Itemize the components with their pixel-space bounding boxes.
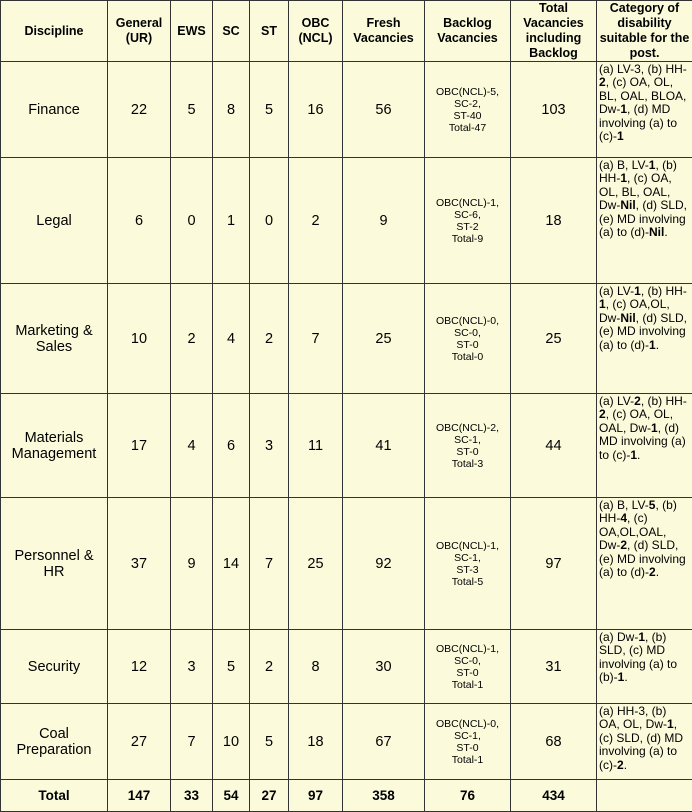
backlog-cell [425,630,511,704]
st-cell: 7 [250,498,289,630]
total-fresh: 358 [343,780,425,812]
category-text: 1 [634,284,641,298]
header-category: Category of disability suitable for the post. [597,1,692,62]
category-text: , (b) HH- [599,498,677,525]
category-text: 5 [649,498,656,512]
category-text: 1 [651,421,658,435]
backlog-line: SC-1, [427,730,508,742]
category-text: 2 [634,394,641,408]
category-text: , (d) SLD, (e) MD involving (a) to (d)- [599,311,687,352]
backlog-line: OBC(NCL)-1, [427,643,508,655]
table-row [1,158,692,284]
disability-category-cell [597,158,692,284]
header-obc: OBC (NCL) [289,1,343,62]
category-text: , (d) MD involving (a) to (c)- [599,102,677,143]
total-backlog: 76 [425,780,511,812]
total-vacancies-cell: 44 [511,394,597,498]
table-row [1,630,692,704]
category-text: 1 [618,670,625,684]
category-text: , (d) SLD, (e) MD involving (a) to (d)- [599,538,686,579]
backlog-line: OBC(NCL)-1, [427,540,508,552]
fresh-cell: 92 [343,498,425,630]
obc-cell: 8 [289,630,343,704]
header-st: ST [250,1,289,62]
general-cell: 6 [108,158,171,284]
category-text: , (d) MD involving (a) to (c)- [599,421,686,462]
category-text: . [624,670,627,684]
fresh-cell: 9 [343,158,425,284]
category-text: , (b) HH- [599,158,677,185]
category-text: . [637,448,640,462]
backlog-line: SC-1, [427,552,508,564]
backlog-line: ST-0 [427,667,508,679]
backlog-line: SC-2, [427,98,508,110]
ews-cell: 7 [171,704,213,780]
ews-cell: 3 [171,630,213,704]
table-row [1,498,692,630]
backlog-cell [425,158,511,284]
category-text: , (b) SLD, (c) MD involving (a) to (b)- [599,630,677,684]
backlog-line: Total-47 [427,122,508,134]
category-text: Nil [649,225,664,239]
header-row [1,1,692,62]
backlog-line: Total-3 [427,458,508,470]
backlog-line: SC-1, [427,434,508,446]
obc-cell: 25 [289,498,343,630]
backlog-line: SC-0, [427,655,508,667]
backlog-line: Total-1 [427,679,508,691]
backlog-line: ST-0 [427,446,508,458]
category-text: 2 [620,538,627,552]
disability-category-cell [597,394,692,498]
sc-cell: 10 [213,704,250,780]
category-text: , (d) SLD, (e) MD involving (a) to (d)- [599,198,687,239]
table-row [1,62,692,158]
header-ews: EWS [171,1,213,62]
general-cell: 12 [108,630,171,704]
sc-cell: 5 [213,630,250,704]
fresh-cell: 30 [343,630,425,704]
obc-cell: 7 [289,284,343,394]
discipline-cell: Materials Management [1,394,108,498]
total-category [597,780,692,812]
sc-cell: 14 [213,498,250,630]
category-text: (a) LV- [599,394,634,408]
total-vacancies-cell: 18 [511,158,597,284]
backlog-cell [425,62,511,158]
fresh-cell: 56 [343,62,425,158]
disability-category-cell [597,62,692,158]
backlog-line: OBC(NCL)-1, [427,197,508,209]
total-vacancies-cell: 31 [511,630,597,704]
obc-cell: 16 [289,62,343,158]
total-vacancies-cell: 25 [511,284,597,394]
total-vacancies-cell: 68 [511,704,597,780]
ews-cell: 4 [171,394,213,498]
category-text: , (b) HH- [641,394,687,408]
total-obc: 97 [289,780,343,812]
category-text: , (c) OA, OL, OAL, Dw- [599,407,673,434]
category-text: . [624,758,627,772]
category-text: , (c) SLD, (d) MD involving (a) to (c)- [599,717,683,771]
general-cell: 22 [108,62,171,158]
total-st: 27 [250,780,289,812]
category-text: . [656,338,659,352]
backlog-line: OBC(NCL)-0, [427,315,508,327]
disability-category-cell [597,498,692,630]
category-text: , (b) HH- [641,284,687,298]
ews-cell: 5 [171,62,213,158]
total-row [1,780,692,812]
general-cell: 37 [108,498,171,630]
fresh-cell: 67 [343,704,425,780]
st-cell: 5 [250,62,289,158]
category-text: Nil [620,198,635,212]
category-text: 1 [620,102,627,116]
category-text: 2 [599,407,606,421]
backlog-line: Total-1 [427,754,508,766]
header-total: Total Vacancies including Backlog [511,1,597,62]
category-text: 1 [599,297,606,311]
backlog-line: SC-0, [427,327,508,339]
general-cell: 17 [108,394,171,498]
category-text: 1 [617,129,624,143]
category-text: (a) Dw- [599,630,638,644]
backlog-line: Total-5 [427,576,508,588]
fresh-cell: 41 [343,394,425,498]
category-text: (a) HH-3, (b) OA, OL, Dw- [599,704,667,731]
st-cell: 2 [250,284,289,394]
header-fresh: Fresh Vacancies [343,1,425,62]
category-text: 1 [620,171,627,185]
category-text: 4 [620,511,627,525]
obc-cell: 18 [289,704,343,780]
backlog-line: ST-2 [427,221,508,233]
st-cell: 0 [250,158,289,284]
ews-cell: 9 [171,498,213,630]
backlog-line: ST-40 [427,110,508,122]
category-text: . [664,225,667,239]
category-text: (a) LV- [599,284,634,298]
obc-cell: 2 [289,158,343,284]
header-sc: SC [213,1,250,62]
category-text: , (c) OA,OL,OAL, Dw- [599,511,666,552]
disability-category-cell [597,284,692,394]
disability-category-cell [597,704,692,780]
total-vacancies: 434 [511,780,597,812]
fresh-cell: 25 [343,284,425,394]
total-vacancies-cell: 103 [511,62,597,158]
total-vacancies-cell: 97 [511,498,597,630]
backlog-line: OBC(NCL)-5, [427,86,508,98]
st-cell: 5 [250,704,289,780]
backlog-line: OBC(NCL)-0, [427,718,508,730]
total-sc: 54 [213,780,250,812]
backlog-cell [425,704,511,780]
category-text: (a) LV-3, (b) HH- [599,62,687,76]
sc-cell: 4 [213,284,250,394]
total-general: 147 [108,780,171,812]
discipline-cell: Personnel & HR [1,498,108,630]
category-text: 1 [630,448,637,462]
category-text: 1 [667,717,674,731]
discipline-cell: Coal Preparation [1,704,108,780]
category-text: 2 [599,75,606,89]
header-general: General (UR) [108,1,171,62]
total-ews: 33 [171,780,213,812]
table-row [1,284,692,394]
category-text: 1 [649,338,656,352]
discipline-cell: Finance [1,62,108,158]
backlog-line: SC-6, [427,209,508,221]
backlog-line: ST-0 [427,339,508,351]
sc-cell: 6 [213,394,250,498]
st-cell: 2 [250,630,289,704]
discipline-cell: Security [1,630,108,704]
category-text: (a) B, LV- [599,158,649,172]
general-cell: 27 [108,704,171,780]
backlog-cell [425,394,511,498]
sc-cell: 1 [213,158,250,284]
category-text: 1 [638,630,645,644]
header-discipline: Discipline [1,1,108,62]
table-row [1,394,692,498]
category-text: 1 [649,158,656,172]
disability-category-cell [597,630,692,704]
backlog-cell [425,284,511,394]
backlog-line: ST-3 [427,564,508,576]
table-row [1,704,692,780]
backlog-line: OBC(NCL)-2, [427,422,508,434]
backlog-line: ST-0 [427,742,508,754]
total-label: Total [1,780,108,812]
discipline-cell: Legal [1,158,108,284]
header-backlog: Backlog Vacancies [425,1,511,62]
category-text: Nil [620,311,635,325]
ews-cell: 2 [171,284,213,394]
discipline-cell: Marketing & Sales [1,284,108,394]
category-text: , (c) OA,OL, Dw- [599,297,670,324]
category-text: (a) B, LV- [599,498,649,512]
obc-cell: 11 [289,394,343,498]
backlog-line: Total-9 [427,233,508,245]
category-text: 2 [649,565,656,579]
category-text: 2 [617,758,624,772]
category-text: . [656,565,659,579]
category-text: , (c) OA, OL, BL, OAL, BLOA, Dw- [599,75,686,116]
sc-cell: 8 [213,62,250,158]
st-cell: 3 [250,394,289,498]
ews-cell: 0 [171,158,213,284]
general-cell: 10 [108,284,171,394]
backlog-cell [425,498,511,630]
backlog-line: Total-0 [427,351,508,363]
category-text: , (c) OA, OL, BL, OAL, Dw- [599,171,672,212]
